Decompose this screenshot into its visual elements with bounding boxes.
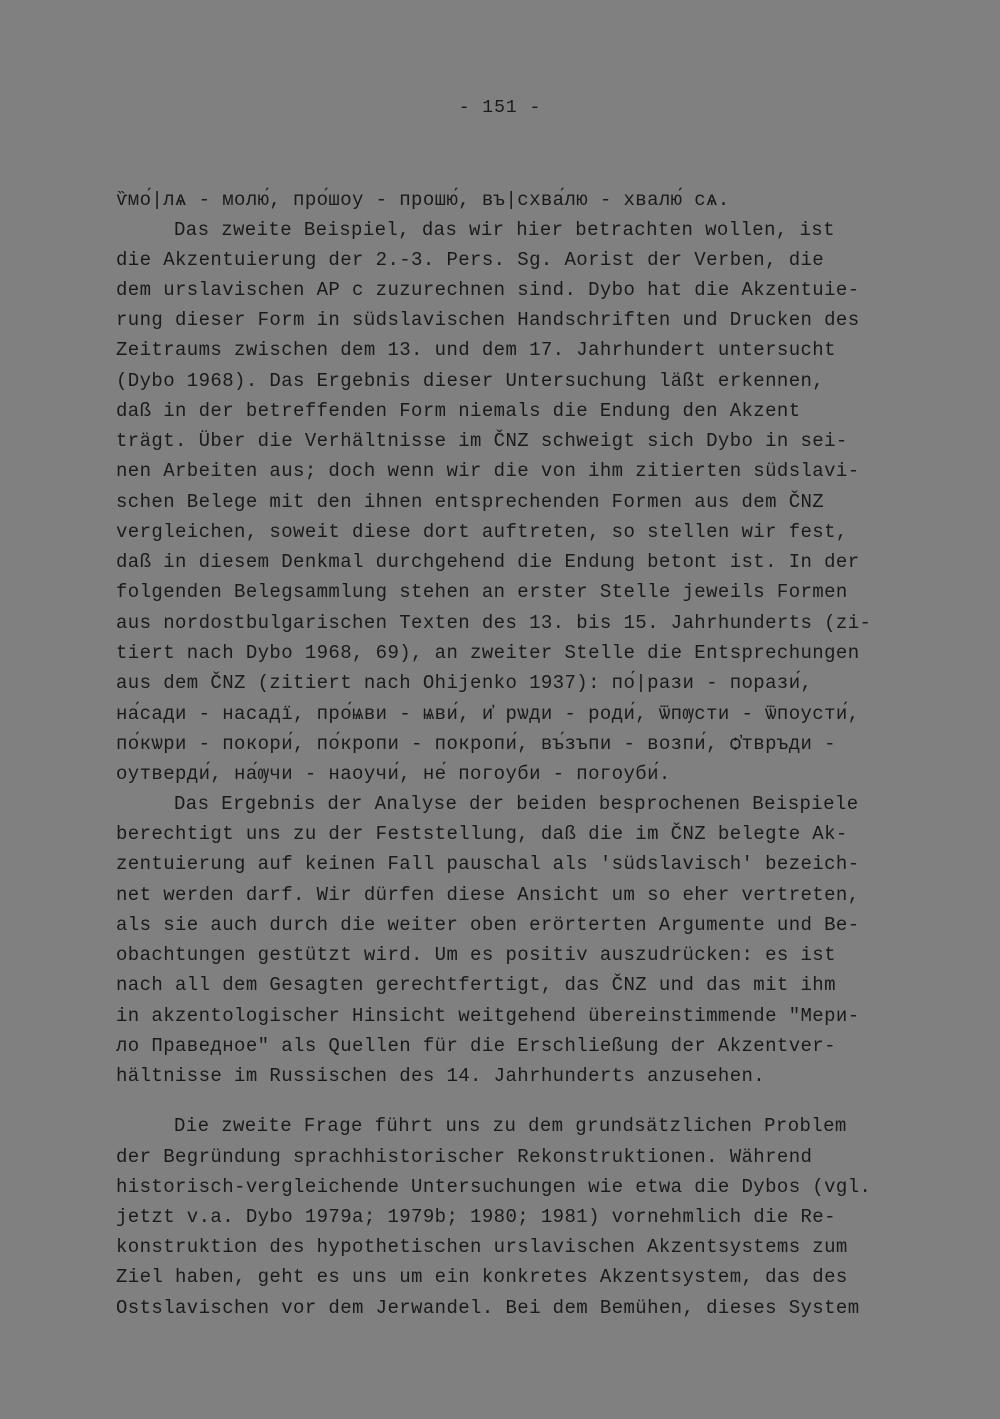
text-line: der Begründung sprachhistorischer Rekonstruktionen. Während: [116, 1146, 813, 1168]
text-line: historisch-vergleichende Untersuchungen wie etwa die Dybos (vgl.: [116, 1176, 872, 1198]
text-line: jetzt v.a. Dybo 1979a; 1979b; 1980; 1981) vornehmlich die Re-: [116, 1206, 836, 1228]
text-line: in akzentologischer Hinsicht weitgehend übereinstimmende "Мери-: [116, 1005, 860, 1027]
text-line: aus dem ČNZ (zitiert nach Ohijenko 1937): по́|рази - порази́,: [116, 672, 813, 694]
text-line: tiert nach Dybo 1968, 69), an zweiter Stelle die Entsprechungen: [116, 642, 860, 664]
text-line: obachtungen gestützt wird. Um es positiv auszudrücken: es ist: [116, 944, 836, 966]
text-line: Zeitraums zwischen dem 13. und dem 17. Jahrhundert untersucht: [116, 339, 836, 361]
text-line: vergleichen, soweit diese dort auftreten, so stellen wir fest,: [116, 521, 848, 543]
text-line: Die zweite Frage führt uns zu dem grundsätzlichen Problem: [174, 1115, 847, 1137]
text-line: hältnisse im Russischen des 14. Jahrhunderts anzusehen.: [116, 1065, 766, 1087]
text-line: net werden darf. Wir dürfen diese Ansicht um so eher vertreten,: [116, 884, 860, 906]
text-line: die Akzentuierung der 2.-3. Pers. Sg. Aorist der Verben, die: [116, 249, 825, 271]
text-line: aus nordostbulgarischen Texten des 13. bis 15. Jahrhunderts (zi-: [116, 612, 872, 634]
text-line: folgenden Belegsammlung stehen an erster Stelle jeweils Formen: [116, 581, 848, 603]
text-line: ло Праведное" als Quellen für die Erschließung der Akzentver-: [116, 1035, 836, 1057]
text-line: оутверди́, на́ѹчи - наоучи́, не́ погоуби - погоуби́.: [116, 763, 671, 785]
text-line: konstruktion des hypothetischen urslavischen Akzentsystems zum: [116, 1236, 848, 1258]
text-line: daß in der betreffenden Form niemals die Endung den Akzent: [116, 400, 801, 422]
text-line: (Dybo 1968). Das Ergebnis dieser Untersuchung läßt erkennen,: [116, 370, 825, 392]
text-line: als sie auch durch die weiter oben erörterten Argumente und Be-: [116, 914, 860, 936]
text-line: nen Arbeiten aus; doch wenn wir die von ihm zitierten südslavi-: [116, 460, 860, 482]
text-line: nach all dem Gesagten gerechtfertigt, das ČNZ und das mit ihm: [116, 974, 836, 996]
text-line: Ostslavischen vor dem Jerwandel. Bei dem Bemühen, dieses System: [116, 1297, 860, 1319]
text-line: ѷмо́|лѧ - молю́, про́шоу - прошю́, въ|схва́лю - хвалю́ сѧ.: [116, 189, 730, 211]
text-line: Das Ergebnis der Analyse der beiden besprochenen Beispiele: [174, 793, 859, 815]
text-line: Das zweite Beispiel, das wir hier betrachten wollen, ist: [174, 219, 835, 241]
text-line: daß in diesem Denkmal durchgehend die Endung betont ist. In der: [116, 551, 860, 573]
text-line: dem urslavischen AP c zuzurechnen sind. Dybo hat die Akzentuie-: [116, 279, 860, 301]
text-line: schen Belege mit den ihnen entsprechenden Formen aus dem ČNZ: [116, 491, 825, 513]
page-number: - 151 -: [458, 98, 542, 118]
text-line: berechtigt uns zu der Feststellung, daß die im ČNZ belegte Ak-: [116, 823, 848, 845]
text-line: Ziel haben, geht es uns um ein konkretes Akzentsystem, das des: [116, 1266, 848, 1288]
text-line: по́кѡри - покори́, по́кропи - покропи́, въ́зъпи - возпи́, ѻ҆твръди -: [116, 733, 836, 755]
text-line: trägt. Über die Verhältnisse im ČNZ schweigt sich Dybo in sei-: [116, 430, 848, 452]
text-line: zentuierung auf keinen Fall pauschal als 'südslavisch' bezeich-: [116, 853, 860, 875]
text-line: на́сади - насадї, про́ѩви - ѩви́, и҆ рѡди - роди́, ѿпѹсти - ѿпоусти́,: [116, 703, 860, 725]
text-line: rung dieser Form in südslavischen Handschriften und Drucken des: [116, 309, 860, 331]
